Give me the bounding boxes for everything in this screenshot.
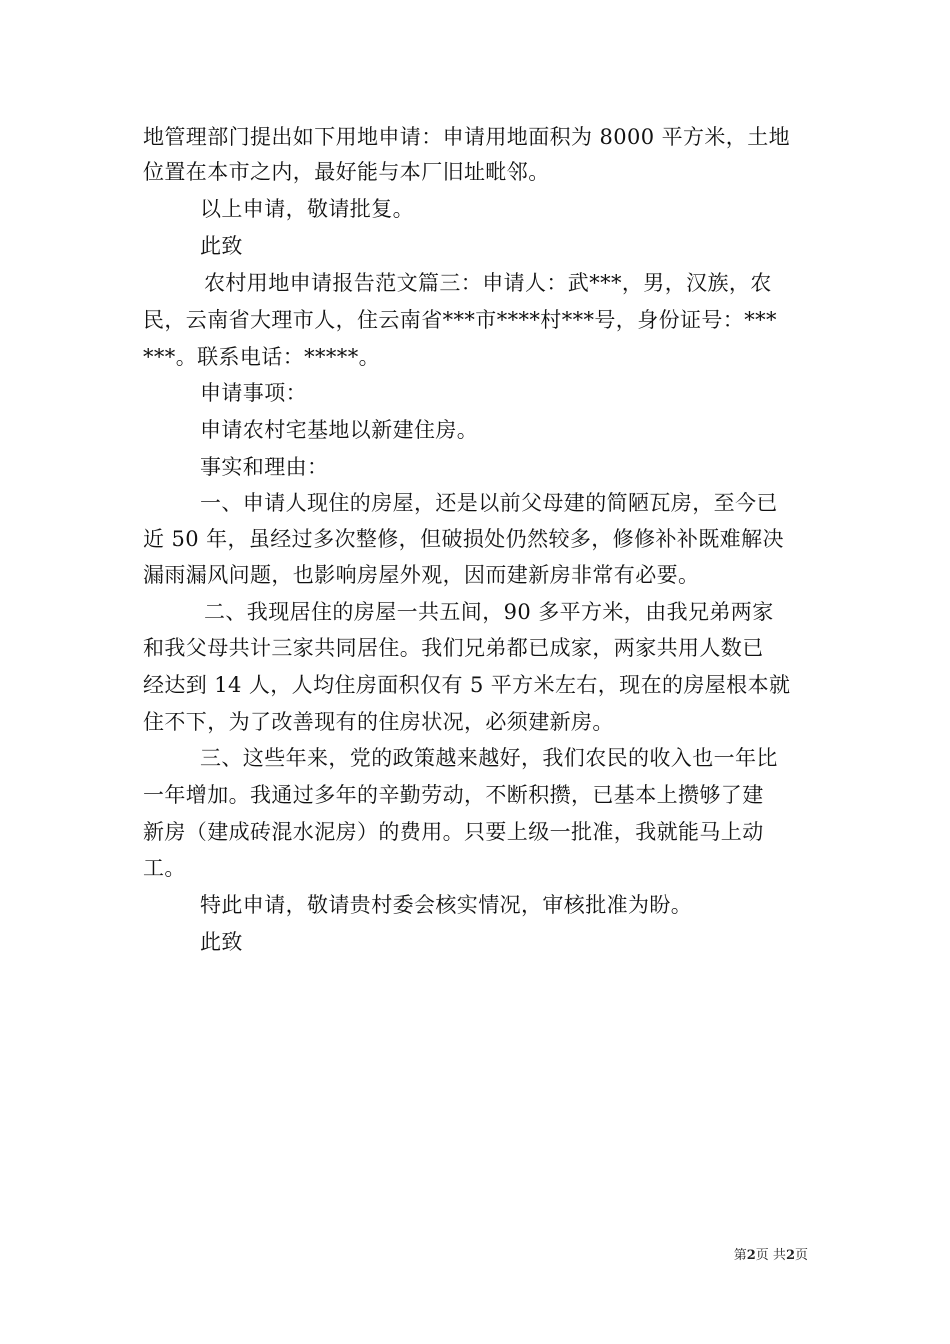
- paragraph-line: ***。联系电话：*****。: [143, 345, 380, 369]
- paragraph-line: 申请农村宅基地以新建住房。: [200, 418, 479, 442]
- paragraph-line: 特此申请，敬请贵村委会核实情况，审核批准为盼。: [200, 893, 693, 917]
- paragraph-line: 新房（建成砖混水泥房）的费用。只要上级一批准，我就能马上动: [143, 820, 764, 844]
- total-pages-number: 2: [785, 1248, 795, 1263]
- footer-middle: 页 共: [755, 1248, 786, 1263]
- paragraph-line: 事实和理由：: [200, 455, 329, 479]
- paragraph-line: 一年增加。我通过多年的辛勤劳动，不断积攒，已基本上攒够了建: [143, 783, 764, 807]
- paragraph-line: 民，云南省大理市人，住云南省***市****村***号，身份证号：***: [143, 308, 777, 332]
- paragraph-line: 农村用地申请报告范文篇三：申请人：武***，男，汉族，农: [204, 271, 772, 295]
- paragraph-line: 二、我现居住的房屋一共五间，90 多平方米，由我兄弟两家: [204, 600, 774, 624]
- paragraph-line: 以上申请，敬请批复。: [200, 197, 414, 221]
- paragraph-line: 一、申请人现住的房屋，还是以前父母建的简陋瓦房，至今已: [200, 491, 778, 515]
- paragraph-line: 住不下，为了改善现有的住房状况，必须建新房。: [143, 710, 614, 734]
- paragraph-line: 此致: [200, 930, 243, 954]
- paragraph-line: 和我父母共计三家共同居住。我们兄弟都已成家，两家共用人数已: [143, 636, 764, 660]
- paragraph-line: 经达到 14 人，人均住房面积仅有 5 平方米左右，现在的房屋根本就: [143, 673, 791, 697]
- paragraph-line: 三、这些年来，党的政策越来越好，我们农民的收入也一年比: [200, 746, 778, 770]
- paragraph-line: 此致: [200, 234, 243, 258]
- footer-prefix: 第: [733, 1248, 747, 1263]
- paragraph-line: 漏雨漏风问题，也影响房屋外观，因而建新房非常有必要。: [143, 563, 700, 587]
- paragraph-line: 工。: [143, 856, 186, 880]
- paragraph-line: 地管理部门提出如下用地申请：申请用地面积为 8000 平方米，土地: [143, 125, 790, 149]
- paragraph-line: 位置在本市之内，最好能与本厂旧址毗邻。: [143, 160, 550, 184]
- paragraph-line: 近 50 年，虽经过多次整修，但破损处仍然较多，修修补补既难解决: [143, 527, 784, 551]
- footer-suffix: 页: [794, 1248, 808, 1263]
- current-page-number: 2: [746, 1248, 756, 1263]
- paragraph-line: 申请事项：: [200, 381, 307, 405]
- page-number-footer: [734, 1248, 808, 1264]
